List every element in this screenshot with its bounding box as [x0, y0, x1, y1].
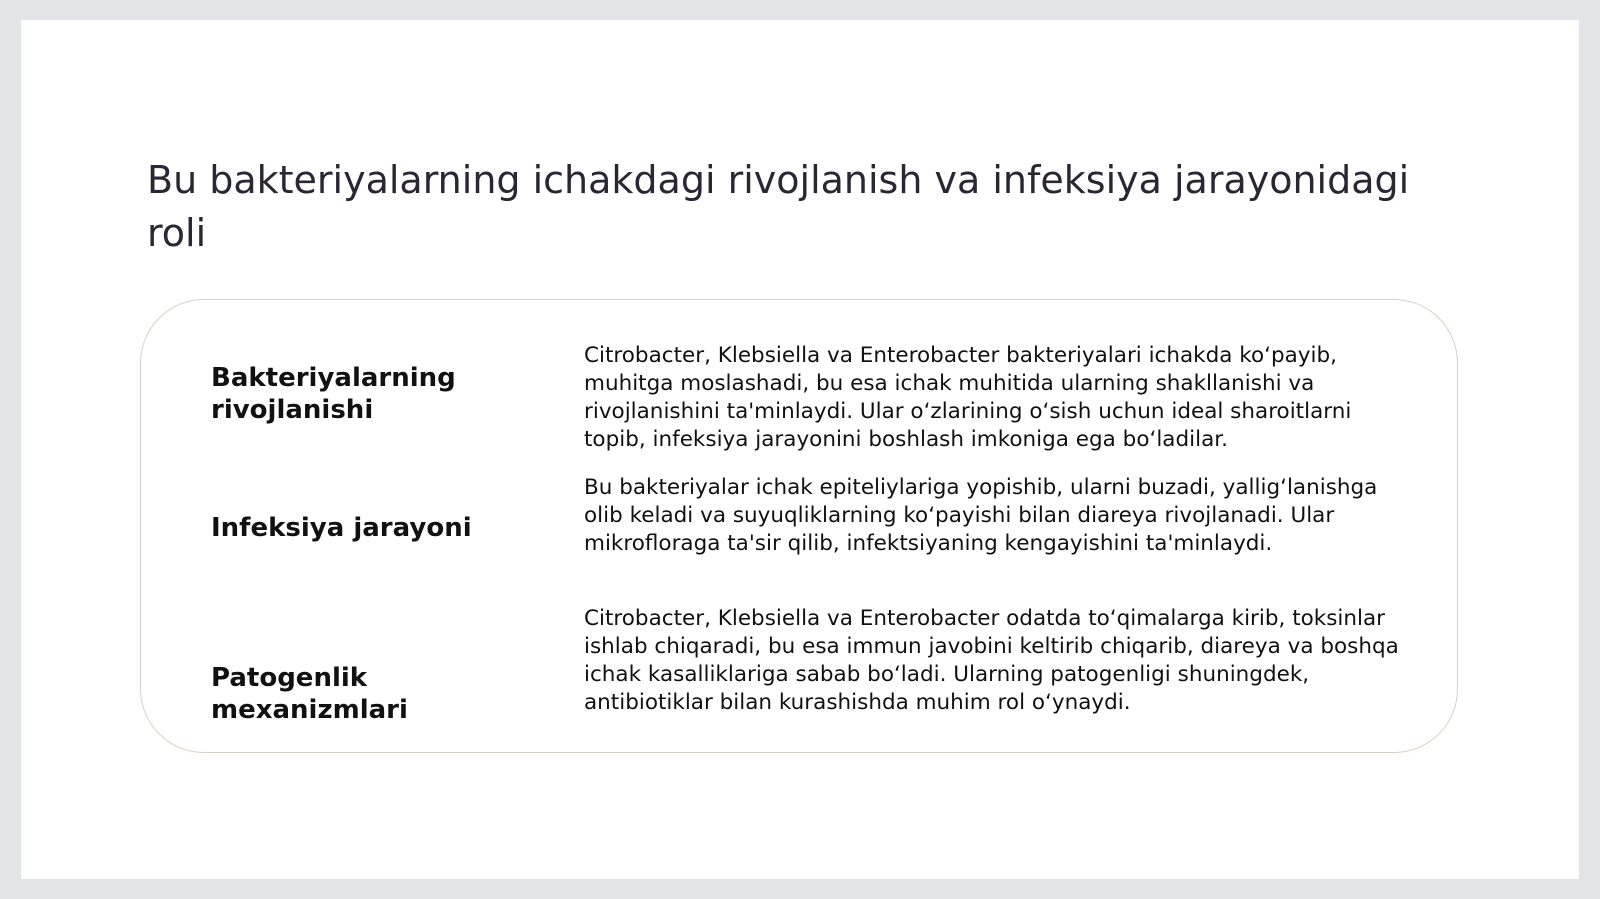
row-label-infection: Infeksiya jarayoni — [211, 513, 472, 543]
row-label-pathogenicity: Patogenlik mexanizmlari — [211, 663, 408, 725]
slide-title: Bu bakteriyalarning ichakdagi rivojlanish va infeksiya jarayonidagi roli — [147, 158, 1410, 255]
row-text-development: Citrobacter, Klebsiella va Enterobacter bakteriyalari ichakda ko‘payib, muhitga moslashadi, bu esa ichak muhitida ularning shakllanishi va rivojlanishini ta'minlaydi. Ular o‘zlarining o‘sish uchun ideal sharoitlarni topib, infeksiya jarayonini boshlash imkoniga ega bo‘ladilar. — [584, 343, 1352, 452]
slide — [21, 20, 1579, 879]
row-text-pathogenicity: Citrobacter, Klebsiella va Enterobacter odatda to‘qimalarga kirib, toksinlar ishlab chiqaradi, bu esa immun javobini keltirib chiqarib, diareya va boshqa ichak kasalliklariga sabab bo‘ladi. Ularning patogenligi shuningdek, antibiotiklar bilan kurashishda muhim rol o‘ynaydi. — [584, 606, 1399, 715]
row-text-infection: Bu bakteriyalar ichak epiteliylariga yopishib, ularni buzadi, yallig‘lanishga olib keladi va suyuqliklarning ko‘payishi bilan diareya rivojlanadi. Ular mikrofloraga ta'sir qilib, infektsiyaning kengayishini ta'minlaydi. — [584, 475, 1378, 556]
row-label-development: Bakteriyalarning rivojlanishi — [211, 363, 456, 425]
content-panel — [140, 299, 1458, 753]
